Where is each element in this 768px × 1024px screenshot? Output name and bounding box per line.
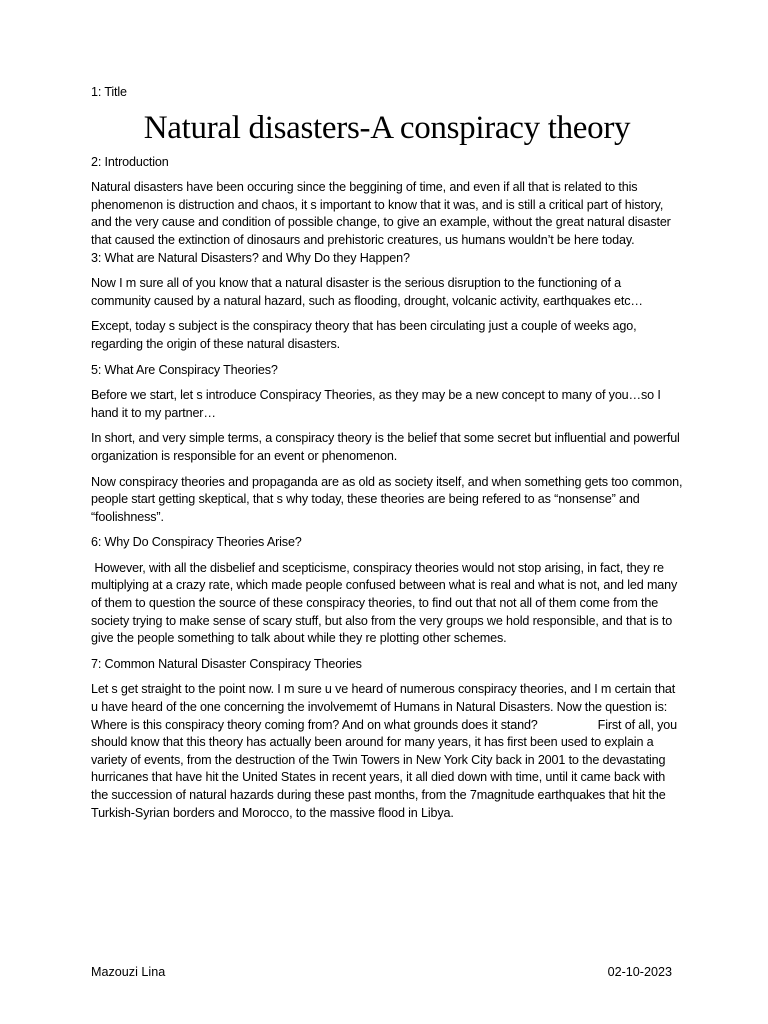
section-heading-what-are-conspiracy-theories: 5: What Are Conspiracy Theories?	[91, 362, 278, 377]
title-label: 1: Title	[91, 85, 127, 99]
introduction-paragraph: Natural disasters have been occuring since the beggining of time, and even if all that is related to this phenomenon is distruction and chaos, it s important to know that it was, and is still a critical part of history, and the very cause and condition of possible change, to give an example, without the great natural disaster that caused the extinction of dinosaurs and prehistoric creatures, us humans wouldn’t be here today.	[91, 180, 671, 247]
section-heading-introduction: 2: Introduction	[91, 154, 169, 169]
footer-author: Mazouzi Lina	[91, 965, 166, 979]
common-theories-paragraph-part2: First of all, you should know that this theory has actually been around for many years, it has first been used to explain a variety of events, from the destruction of the Twin Towers in New York City back in 2001 to the devastating hurricanes that have hit the United States in recent years, it all died down with time, until it came back with the succession of natural hazards during these past months, from the 7magnitude earthquakes that hit the Turkish-Syrian borders and Morocco, to the massive flood in Libya.	[91, 717, 678, 820]
common-theories-paragraph-part1: Let s get straight to the point now. I m sure u ve heard of numerous conspiracy theories, and I m certain that u have heard of the one concerning the involvememt of Humans in Natural Disasters. Now the question is: Where is this conspiracy theory coming from? And on what grounds does it stand?	[91, 682, 676, 732]
document-page	[91, 84, 683, 830]
section-heading-why-conspiracy-theories-arise: 6: Why Do Conspiracy Theories Arise?	[91, 535, 302, 550]
section-heading-common-conspiracy-theories: 7: Common Natural Disaster Conspiracy Theories	[91, 656, 362, 671]
common-theories-paragraph	[91, 681, 683, 822]
conspiracy-theories-paragraph-3: Now conspiracy theories and propaganda are as old as society itself, and when something gets too common, people start getting skeptical, that s why today, these theories are being refered to as “nonsense” and “foolishness”.	[91, 474, 683, 524]
why-arise-paragraph: However, with all the disbelief and scepticisme, conspiracy theories would not stop arising, in fact, they re multiplying at a crazy rate, which made people confused between what is real and what is not, and led many of them to question the source of these conspiracy theories, to find out that not all of them come from the society trying to make sense of scary stuff, but also from the very groups we hold responsible, and that is to give the people something to talk about while they re plotting other schemes.	[91, 560, 681, 646]
document-title: Natural disasters-A conspiracy theory	[143, 109, 631, 146]
section-heading-what-are-natural-disasters: 3: What are Natural Disasters? and Why Do they Happen?	[91, 250, 410, 265]
natural-disasters-paragraph-1: Now I m sure all of you know that a natural disaster is the serious disruption to the functioning of a community caused by a natural hazard, such as flooding, drought, volcanic activity, earthquakes etc…	[91, 276, 643, 308]
conspiracy-theories-paragraph-1: Before we start, let s introduce Conspiracy Theories, as they may be a new concept to many of you…so I hand it to my partner…	[91, 388, 661, 420]
footer-date: 02-10-2023	[607, 965, 672, 979]
natural-disasters-paragraph-2: Except, today s subject is the conspiracy theory that has been circulating just a couple of weeks ago, regarding the origin of these natural disasters.	[91, 319, 637, 351]
page-footer	[91, 964, 672, 981]
conspiracy-theories-paragraph-2: In short, and very simple terms, a conspiracy theory is the belief that some secret but influential and powerful organization is responsible for an event or phenomenon.	[91, 431, 680, 463]
